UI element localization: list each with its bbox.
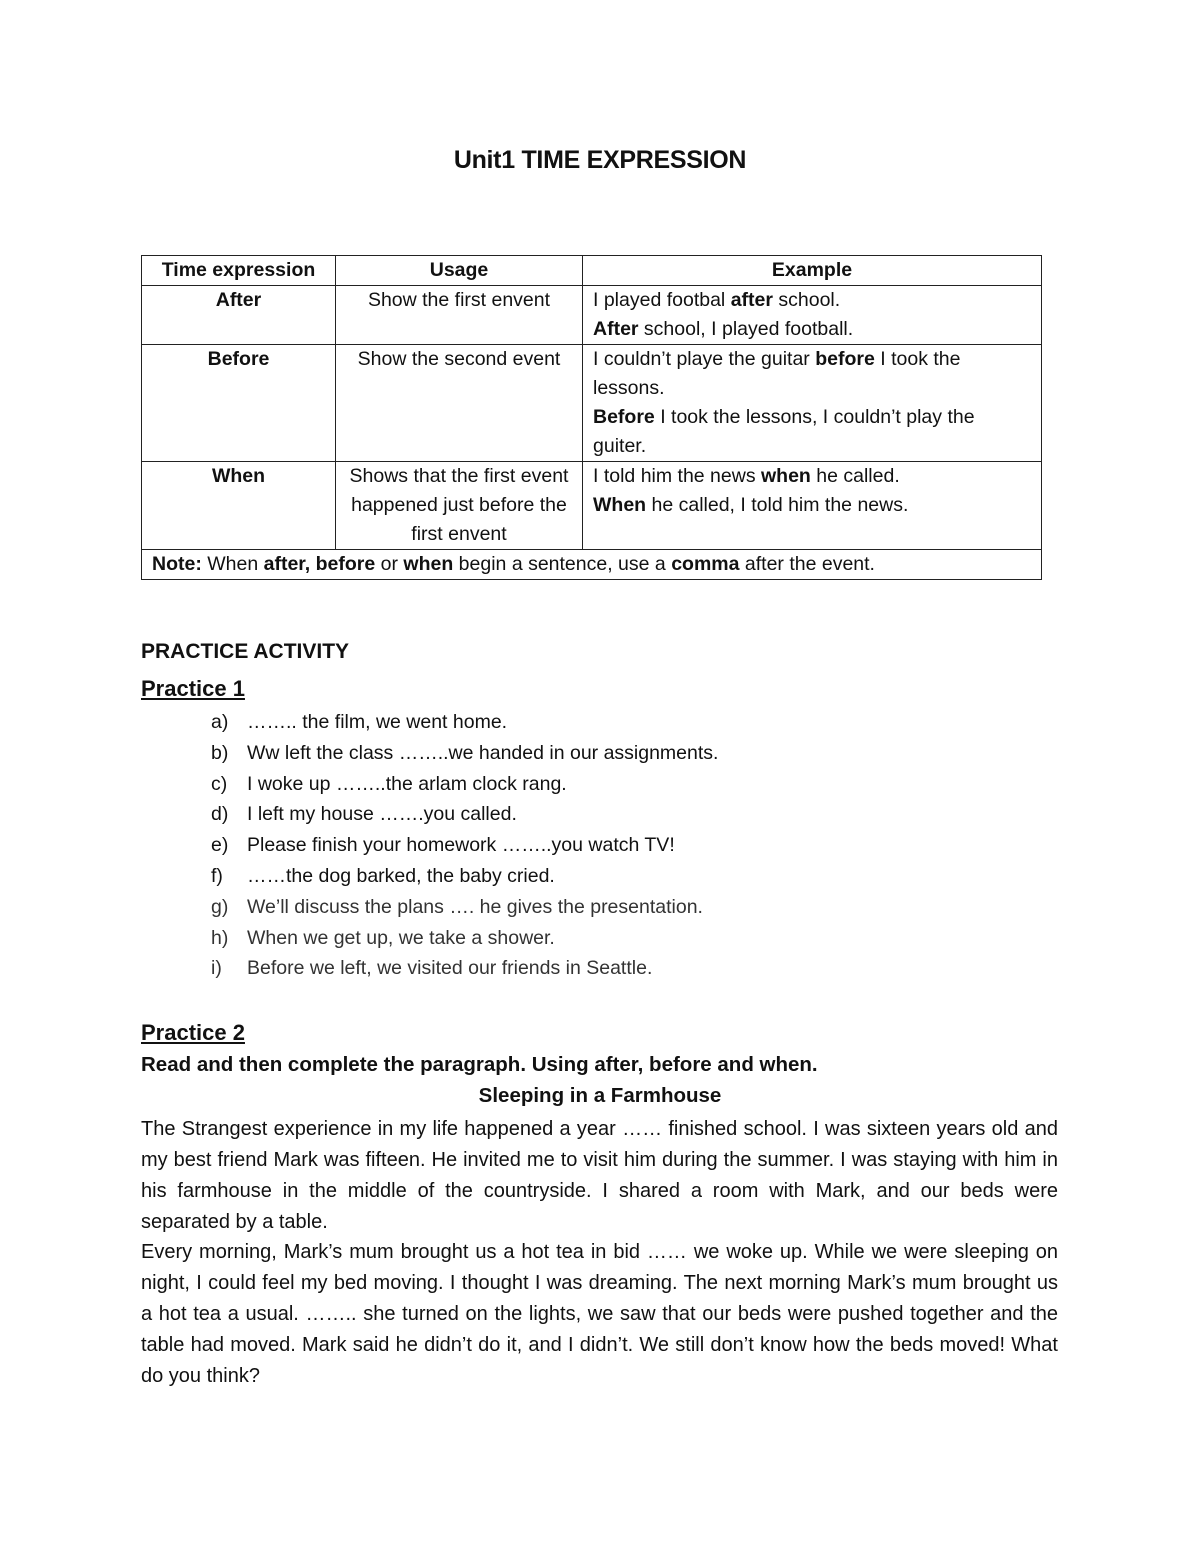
usage-cell: Show the first envent [336, 286, 583, 345]
practice-2-heading: Practice 2 [141, 1020, 245, 1045]
story-title: Sleeping in a Farmhouse [478, 1084, 722, 1107]
example-line: When he called, I told him the news. [593, 494, 909, 516]
list-item: e) Please finish your homework ……..you watch TV! [211, 834, 675, 857]
time-expression-table [141, 255, 1042, 580]
table-row [142, 345, 1042, 462]
practice-2-instruction: Read and then complete the paragraph. Using after, before and when. [141, 1053, 818, 1076]
usage-cell: Shows that the first event happened just before the first envent [336, 462, 583, 550]
note-cell: Note: When after, before or when begin a sentence, use a comma after the event. [142, 550, 1042, 580]
header-time-expression: Time expression [142, 256, 336, 286]
list-item: b) Ww left the class ……..we handed in our assignments. [211, 741, 719, 764]
story-paragraph: The Strangest experience in my life happened a year …… finished school. I was sixteen years old and my best friend Mark was fifteen. He invited me to visit him during the summer. I was staying with him in his farmhouse in the middle of the countryside. I shared a room with Mark, and our beds were separated by a table. [141, 1118, 1058, 1233]
example-cell [583, 286, 1042, 345]
table-note-row [142, 550, 1042, 580]
expression-cell: Before [142, 345, 336, 462]
story-paragraph: Every morning, Mark’s mum brought us a hot tea in bid …… we woke up. While we were sleeping on night, I could feel my bed moving. I thought I was dreaming. The next morning Mark’s mum brought us a hot tea a usual. …….. she turned on the lights, we saw that our beds were pushed together and the table had moved. Mark said he didn’t do it, and I didn’t. We still don’t know how the beds moved! What do you think? [141, 1241, 1058, 1387]
example-line: I couldn’t playe the guitar before I took the lessons. [593, 348, 961, 399]
list-item: c) I woke up ……..the arlam clock rang. [211, 772, 567, 795]
practice-1-heading: Practice 1 [141, 676, 245, 701]
example-cell [583, 345, 1042, 462]
example-line: After school, I played football. [593, 318, 854, 340]
list-item: d) I left my house …….you called. [211, 803, 517, 826]
example-line: I played footbal after school. [593, 289, 841, 311]
practice-activity-heading: PRACTICE ACTIVITY [141, 640, 350, 663]
list-item: g) We’ll discuss the plans …. he gives the presentation. [211, 895, 703, 918]
expression-cell: When [142, 462, 336, 550]
header-usage: Usage [336, 256, 583, 286]
practice-1-list [141, 707, 718, 984]
page-title: Unit1 TIME EXPRESSION [453, 146, 747, 174]
list-item: a) …….. the film, we went home. [211, 711, 508, 733]
table-header-row [142, 256, 1042, 286]
example-line: I told him the news when he called. [593, 465, 900, 487]
table-row [142, 286, 1042, 345]
usage-cell: Show the second event [336, 345, 583, 462]
table-row [142, 462, 1042, 550]
list-item: f) ……the dog barked, the baby cried. [211, 864, 555, 887]
example-line: Before I took the lessons, I couldn’t play the guiter. [593, 406, 975, 457]
example-cell [583, 462, 1042, 550]
list-item: h) When we get up, we take a shower. [211, 926, 555, 949]
expression-cell: After [142, 286, 336, 345]
header-example: Example [583, 256, 1042, 286]
list-item: i) Before we left, we visited our friends in Seattle. [211, 957, 653, 980]
